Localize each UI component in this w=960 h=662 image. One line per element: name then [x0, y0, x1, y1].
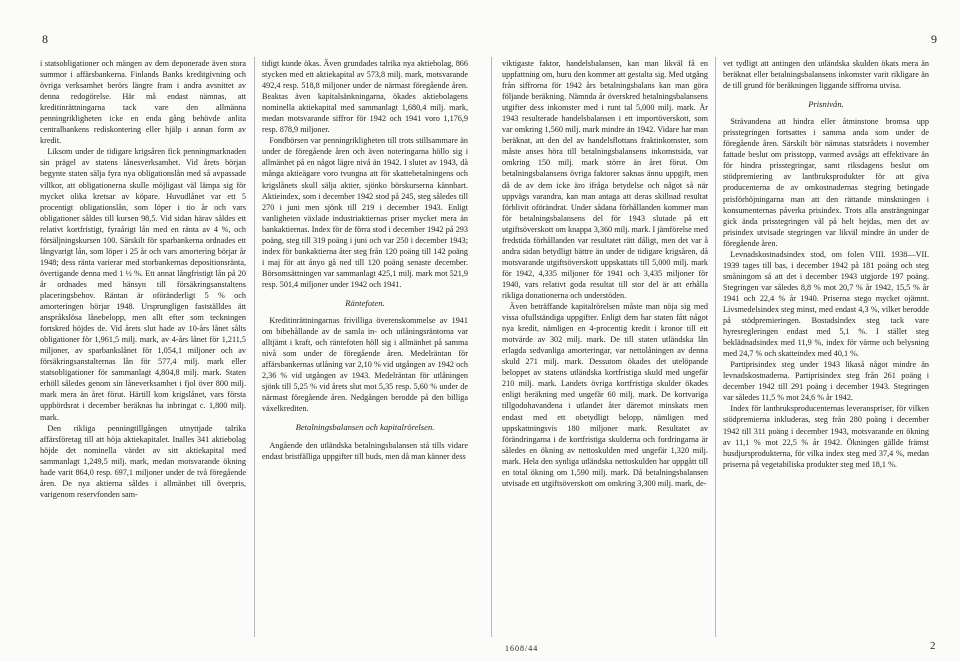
paragraph: Partiprisindex steg under 1943 likaså något mindre än levnadskostnaderna. Partiprisindex steg från 261 poäng i december 1942 till 291 poäng i december 1943. Stegringen var således 11,5 % mot 24,6 % år 1942.: [723, 360, 929, 403]
paragraph: vet tydligt att antingen den utländska skulden ökats mera än beräknat eller betalningsbalansens inkomster varit rikligare än de till grund för beräkningen liggande siffrorna utvisa.: [723, 59, 929, 91]
paragraph: tidigt kunde ökas. Även grundades talrika nya aktiebolag, 866 stycken med ett aktiekapital av 573,8 milj. mark, motsvarande 492,4 resp. 518,8 miljoner under de närmast föregående åren. Beaktas även kapitalsänkningarna, ökades aktiebolagens nominella aktiekapital med sammanlagt 1,680,4 milj. mark, medan motsvarande siffror för 1942 och 1941 voro 1,176,9 resp. 878,9 miljoner.: [262, 59, 468, 135]
paragraph: i statsobligationer och mängen av dem deponerade även stora summor i affärsbankerna. Finlands Banks kreditgivning och övriga verksamhet berörs längre fram i andra avsnittet av denna redogörelse. Här må endast nämnas, att kreditinrättningarna tack vare den allmänna penningrikligheten icke en enda gång behövde anlita centralbankens rediskontering eller hjälp i annan form av kredit.: [40, 59, 246, 146]
printer-code: 1608/44: [505, 644, 539, 653]
paragraph: Kreditinrättningarnas frivilliga överenskommelse av 1941 om bibehållande av de samla in- och utlåningsräntorna var alltjämt i kraft, och räntefoten höll sig i allmänhet på samma nivå som under de föregående åren. Medelräntan för affärsbankernas utlåning var 2,10 % vid utgången av 1942 och 2,36 % vid utgången av 1943. Medelräntan för utlåningen sjönk till 5,25 % vid årets slut mot 5,35 resp. 5,60 % under de närmast föregående åren. Nedgången berodde på den billiga växelkrediten.: [262, 316, 468, 414]
paragraph: Levnadskostnadsindex stod, om folen VIII. 1938—VII. 1939 tages till bas, i december 1942 på 181 poäng och steg småningom så att det i december 1943 utgjorde 197 poäng. Stegringen var således 8,8 % mot 20,7 % år 1942, 15,5 % år 1941 och 22,4 % år 1940. Priserna stego mycket ojämnt. Livsmedelsindex steg minst, med endast 4,3 %, vilket berodde på stödpremieringen. Bostadsindex steg tack vare hyresregleringen endast med 5,1 %. I stället steg beklädnadsindex med 11,9 %, index för värme och belysning med 24,7 % och skatteindex med 40,1 %.: [723, 249, 929, 359]
paragraph: Den rikliga penningtillgången utnyttjade talrika affärsföretag till att höja aktiekapitalet. Inalles 341 aktiebolag höjde det nominella värdet av sitt aktiekapital med sammanlagt 1,249,5 milj. mark, medan motsvarande ökning hade varit 864,0 resp. 697,1 miljoner under de två föregående åren. De nya aktierna såldes i allmänhet till överpris, varigenom reservfonden sam-: [40, 423, 246, 499]
column-divider: [715, 57, 716, 637]
paragraph: viktigaste faktor, handelsbalansen, kan man likväl få en uppfattning om, huru den kommer att gestalta sig. Med utgång från siffrorna för 1942 års betalningsbalans kan man göra följande beräkning. Nämnda år överskred betalningsbalansens utgifter dess inkomster med i runt tal 5,000 milj. mark. År 1943 resulterade handelsbalansen i ett importöverskott, som var omkring 1,560 milj. mark mindre än 1942. Vidare har man beräknat, att den del av handelsflottans fraktinkomster, som måste anses höra till betalningsbalansens inkomstsida, var omkring 150 milj. mark större än året förut. Om betalningsbalansens övriga faktorer saknas ännu uppgift, men då de av dem icke äro ifråga betydelse och något så när uppvägs varandra, kan man antaga att deras skillnad resultat förblivit oförändrat. Under sådana förhållanden kommer man för betalningsbalansens del för 1943 slutade på ett utgiftsöverskott om knappa 3,360 milj. mark. I jämförelse med fredstida förhållanden var resultatet rätt dåligt, men det var å andra sidan betydligt bättre än under de tidigare krigsåren, då motsvarande utgiftsöverskott uppskattats till 5,000 milj. mark för 1942, 4,335 miljoner för 1941 och 3,435 miljoner för 1940, vars relativt goda resultat till stor del är att erhålla rikliga donationerna och understöden.: [502, 59, 708, 300]
text-column-1: [40, 58, 246, 640]
text-column-4: [723, 58, 929, 640]
paragraph: Strävandena att hindra eller åtminstone bromsa upp prisstegringen fortsattes i samma anda som under de föregående åren. Särskilt bör nämnas statsrådets i november fattade beslut om prisstopp, varmed avsågs att effektivare än för hindra prisstegringar, samt riksdagens beslut om stödpremiering av lantbruksprodukter för att giva producenterna de av omkostnadernas stegring betingade prisförhöjningarna man att den rättande minskningen i konsumenternas påverka prisindex. Trots alla ansträngningar gick ända prisstegringen väl på helt bejdas, men det av prisindex utvisade stegringen var likväl mindre än under de föregående åren.: [723, 117, 929, 248]
signature-mark: 2: [930, 640, 936, 652]
page-number-left: 8: [42, 32, 48, 46]
section-heading-interest-rate: Räntefoten.: [345, 297, 385, 308]
paragraph: Även beträffande kapitalrörelsen måste man nöja sig med vissa ofullständiga uppgifter. Enligt dem har staten fått något nya kredit, nämligen en 4-procentig kredit i kronor till ett motvärde av 302 milj. mark. De till staten utländska lån erlagda sedvanliga amorteringar, var nettolåningen av denna skuld 271 milj. mark. Dessutom ökades det utelöpande beloppet av statens utländska kortfristiga skuld med ungefär 210 milj. mark. Landets övriga kortfristiga skulder ökades enligt beräkning med ungefär 60 milj. mark. De kortvariga tillgodohavandena i utlandet åter däremot minskats men endast med ett obetydligt belopp, nämligen med uppskattningsvis 180 miljoner mark. Resultatet av förändringarna i de kortfristiga skulderna och fordringarna är således en ökning av nettoskulden med ungefär 1,320 milj. mark. Hela den synliga utländska nettoskulden har uppgått till en total ökning om 1,590 milj. mark. Då betalningsbalansen utvisade ett utgiftsöverskott om omkring 3,300 milj. mark, de-: [502, 302, 708, 488]
page-gutter: [491, 57, 492, 637]
paragraph: Liksom under de tidigare krigsåren fick penningmarknaden sin prägel av statens lånesverksamhet. Vid årets början begynte staten sälja fyra nya obligationslån med så avpassade villkor, att obligationerna skulle möjligast väl lämpa sig för mycket olika kretsar av köpare. Huvudlånet var ett 5 procentigt obligationslån, som löper i tio år och vars obligationer såldes till kursen 98,5. Vid sidan härav såldes ett relativt kortfristigt, fyraårigt lån med en ränta av 4 %, och försäljningskursen 100. Särskilt för sparbankerna ordnades ett långvarigt lån, som löper i 25 år och vars amortering börjar år 1948; dess ränta varierar med storbankernas depositionsränta, övertigande denna med 1 ½ %. Ett annat långfristigt lån på 20 år ordnades med hänsyn till försäkringsanstaltens placeringsbehov. Räntan är oföränderligt 5 % och amorteringen börjar 1948. Ursprungligen fastställdes ätt anspråkslösa lånebelopp, men allt efter som teckningen fortskred höjdes de. Vid årets slut hade av 10-års lånet sålts obligationer för 1,961,5 milj. mark, av 4-års lånet för 1,211,5 miljoner, av sparbankslånet för 1,054,1 miljoner och av försäkringsanstalternas lån för 577,4 milj. mark eller statsobligationer för sammanlagt 4,804,8 milj. mark. Staten erhöll således genom sin låneverksamhet i fjol över 800 milj. mark mera än året förut. Härtill kom krigslånet, vars första uppbördsrat i december beräknas ha inbringat c. 1,800 milj. mark.: [40, 147, 246, 422]
section-heading-price-level: Prisnivån.: [808, 99, 844, 110]
section-heading-balance-of-payments: Betalningsbalansen och kapitalrörelsen.: [295, 422, 435, 433]
paragraph: Angående den utländska betalningsbalansen stå tills vidare endast bristfälliga uppgifter till buds, men då man känner dess: [262, 440, 468, 461]
text-column-2: [262, 58, 468, 640]
paragraph: Fondbörsen var penningrikligheten till trots stillsammare än under de föregående åren och även noteringarna höllo sig i allmänhet på en något lägre nivå än 1942. I slutet av 1943, då många aktieägare voro tvungna att för skattebetalningens och krigslånets skull sälja aktier, sjönko börskurserna kännbart. Aktieindex, som i december 1942 stod på 245, steg således till 270 i juni men sjönk till 219 i december 1943. Enligt vanligheten växlade industriaktiernas priser mycket mera än bankaktiernas. Index för de förra stod i december 1942 på 293 poäng, steg till 319 poäng i juni och var 250 i december 1943; index för bankaktierna åter steg från 120 poäng till 142 poäng i maj för att ånyo gå ned till 120 poäng senaste december. Börsomsättningen var sammanlagt 425,1 milj. mark mot 521,9 resp. 501,4 miljoner under 1942 och 1941.: [262, 136, 468, 289]
column-divider: [254, 57, 255, 637]
page-number-right: 9: [931, 32, 937, 46]
paragraph: Index för lantbruksproducenternas leveranspriser, för vilken stödpremierna inkluderas, steg från 280 poäng i december 1942 till 311 poäng i december 1943, motsvarande en ökning av 11,1 % mot 22,5 % år 1942. Ökningen gällde främst husdjursprodukterna, för vilka index steg med 37,4 %, medan priserna på vegetabiliska produkter steg med 18,1 %.: [723, 404, 929, 469]
text-column-3: [502, 58, 708, 640]
